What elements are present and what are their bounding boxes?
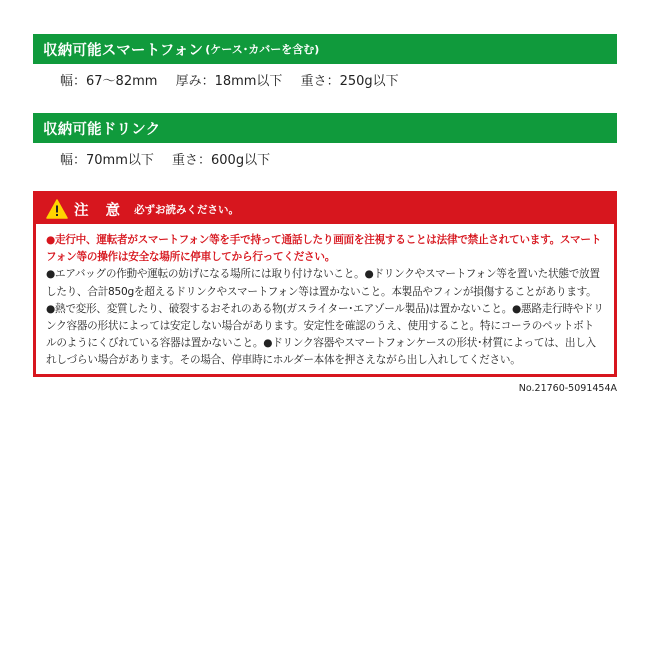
section-header-drink bbox=[33, 113, 617, 143]
spec-thickness: 厚み：18mm以下 bbox=[175, 74, 283, 89]
caution-legal-warning: ●走行中、運転者がスマートフォン等を手で持って通話したり画面を注視することは法律で禁止されています。スマートフォン等の操作は安全な場所に停車してから行ってください。 bbox=[46, 234, 602, 264]
smartphone-specs bbox=[60, 70, 413, 89]
spec-width: 幅：67〜82mm bbox=[60, 74, 158, 89]
section-subtitle: (ケース･カバーを含む) bbox=[205, 43, 320, 56]
caution-header bbox=[36, 194, 614, 224]
model-number: No.21760-5091454A bbox=[518, 383, 617, 394]
caution-body bbox=[36, 224, 614, 370]
section-title: 収納可能スマートフォン bbox=[43, 42, 204, 59]
caution-note: 必ずお読みください。 bbox=[134, 203, 240, 216]
caution-box bbox=[33, 191, 617, 377]
spec-weight: 重さ：250g以下 bbox=[300, 74, 399, 89]
spec-width: 幅：70mm以下 bbox=[60, 153, 154, 168]
spec-weight: 重さ：600g以下 bbox=[172, 153, 271, 168]
section-title: 収納可能ドリンク bbox=[43, 121, 161, 138]
caution-instructions: ●エアバッグの作動や運転の妨げになる場所には取り付けないこと。●ドリンクやスマートフォン等を置いた状態で放置したり、合計850gを超えるドリンクやスマートフォン等は置かないこと。本製品やフィンが損傷することがあります。●熱で変形、変質したり、破裂するおそれのある物(ガスライター･エアゾール製品)は置かないこと。●悪路走行時やドリンク容器の形状によっては安定しない場合があります。安定性を確認のうえ、使用すること。特にコーラのペットボトルのようにくびれている容器は置かないこと。●ドリンク容器やスマートフォンケースの形状･材質によっては、出し入れしづらい場合があります。その場合、停車時にホルダー本体を押さえながら出し入れしてください。 bbox=[46, 268, 604, 367]
section-header-smartphone bbox=[33, 34, 617, 64]
warning-triangle-icon bbox=[46, 199, 68, 219]
caution-title: 注 意 bbox=[74, 202, 127, 219]
drink-specs bbox=[60, 149, 284, 168]
